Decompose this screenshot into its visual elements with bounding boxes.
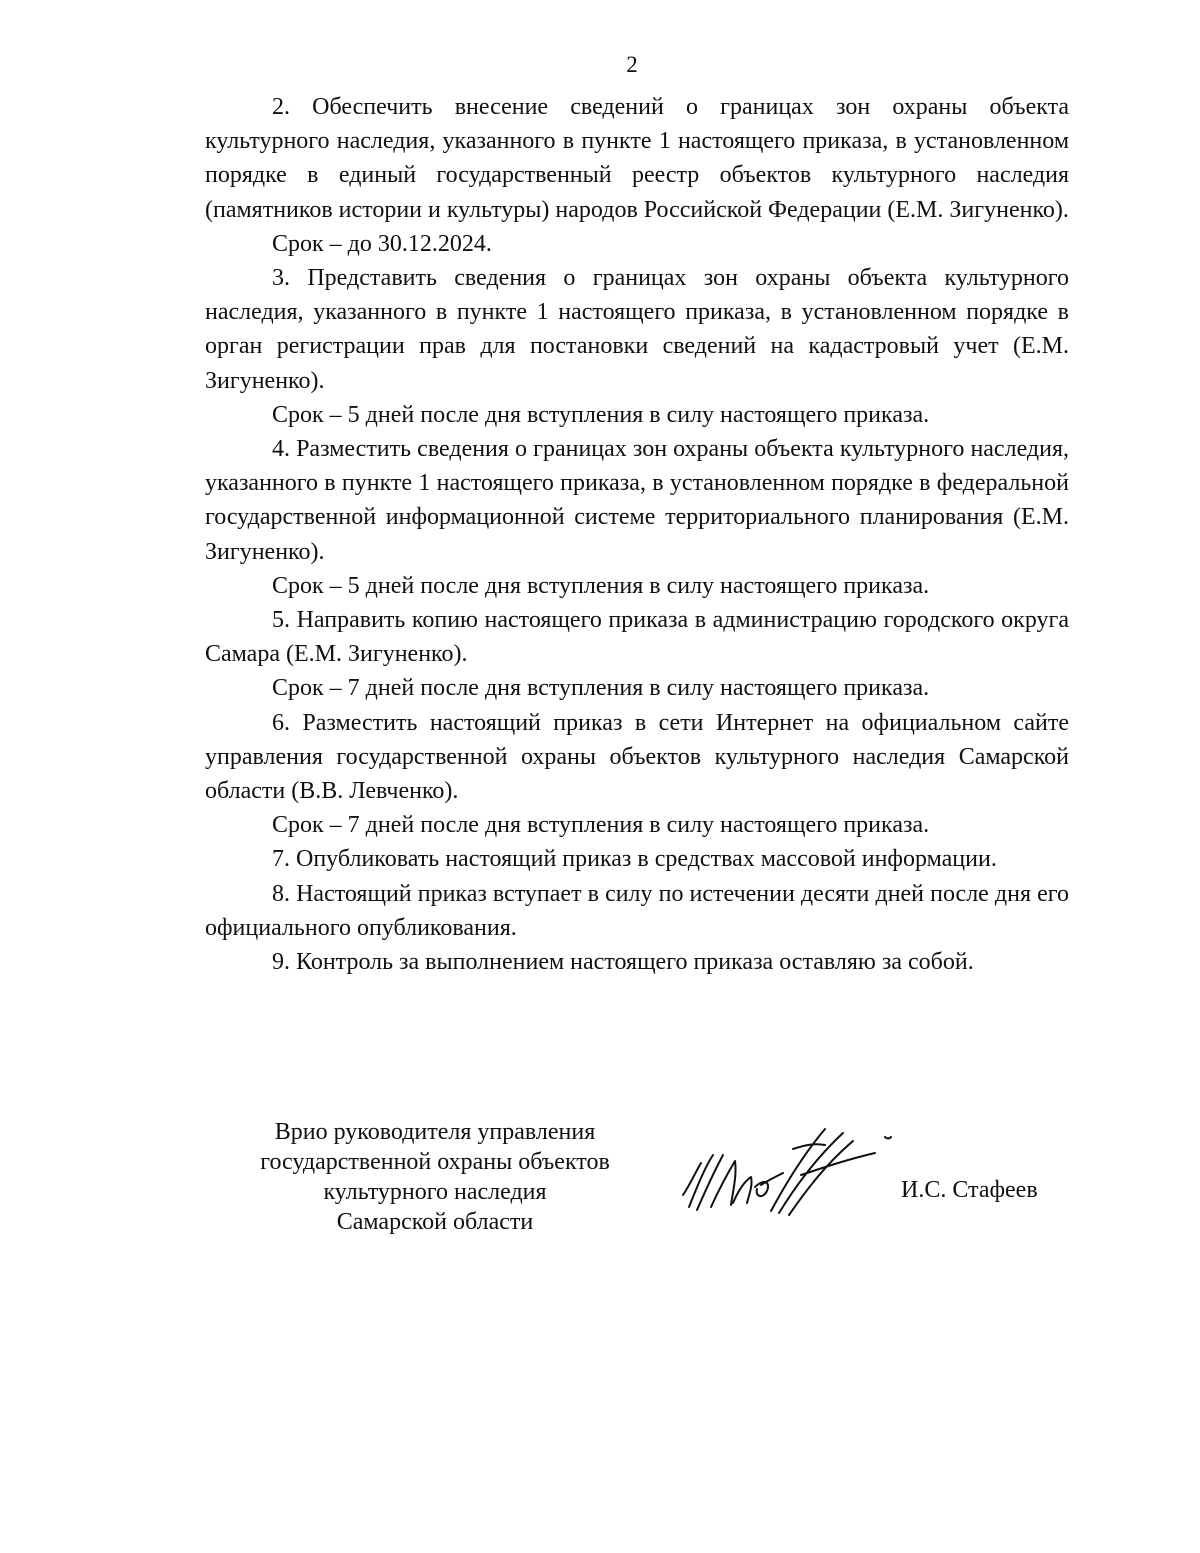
signatory-title: [240, 1117, 630, 1237]
deadline-item-6: Срок – 7 дней после дня вступления в силу настоящего приказа.: [272, 812, 930, 839]
paragraph-item-9: 9. Контроль за выполнением настоящего приказа оставляю за собой.: [272, 949, 974, 976]
page-number: 2: [626, 52, 638, 77]
signatory-title-line: Врио руководителя управления: [274, 1119, 596, 1145]
paragraph-item-7: 7. Опубликовать настоящий приказ в средствах массовой информации.: [272, 846, 997, 873]
signature-block: [205, 1115, 1069, 1245]
paragraph-item-3: 3. Представить сведения о границах зон охраны объекта культурного наследия, указанного в пункте 1 настоящего приказа, в установленном порядке в орган регистрации прав для постановки сведений на кадастровый учет (Е.М. Зигуненко).: [205, 265, 1069, 394]
paragraph-item-6: 6. Разместить настоящий приказ в сети Интернет на официальном сайте управления государственной охраны объектов культурного наследия Самарской области (В.В. Левченко).: [205, 709, 1069, 805]
signatory-title-line: культурного наследия: [323, 1179, 547, 1205]
signatory-name: И.С. Стафеев: [901, 1177, 1038, 1203]
paragraph-item-4: 4. Разместить сведения о границах зон охраны объекта культурного наследия, указанного в пункте 1 настоящего приказа, в установленном порядке в федеральной государственной информационной системе территориального планирования (Е.М. Зигуненко).: [205, 436, 1069, 565]
paragraph-item-8: 8. Настоящий приказ вступает в силу по истечении десяти дней после дня его официального опубликования.: [205, 880, 1069, 941]
deadline-item-2: Срок – до 30.12.2024.: [272, 230, 492, 257]
deadline-item-5: Срок – 7 дней после дня вступления в силу настоящего приказа.: [272, 675, 930, 702]
signatory-title-line: Самарской области: [336, 1209, 534, 1235]
deadline-item-4: Срок – 5 дней после дня вступления в силу настоящего приказа.: [272, 572, 930, 599]
deadline-item-3: Срок – 5 дней после дня вступления в силу настоящего приказа.: [272, 401, 930, 428]
handwritten-signature: [675, 1115, 895, 1225]
paragraph-item-2: 2. Обеспечить внесение сведений о границах зон охраны объекта культурного наследия, указанного в пункте 1 настоящего приказа, в установленном порядке в единый государственный реестр объектов культурного наследия (памятников истории и культуры) народов Российской Федерации (Е.М. Зигуненко).: [205, 94, 1069, 223]
signatory-title-line: государственной охраны объектов: [260, 1149, 610, 1175]
document-body: [205, 90, 1069, 979]
paragraph-item-5: 5. Направить копию настоящего приказа в администрацию городского округа Самара (Е.М. Зигуненко).: [205, 607, 1069, 668]
